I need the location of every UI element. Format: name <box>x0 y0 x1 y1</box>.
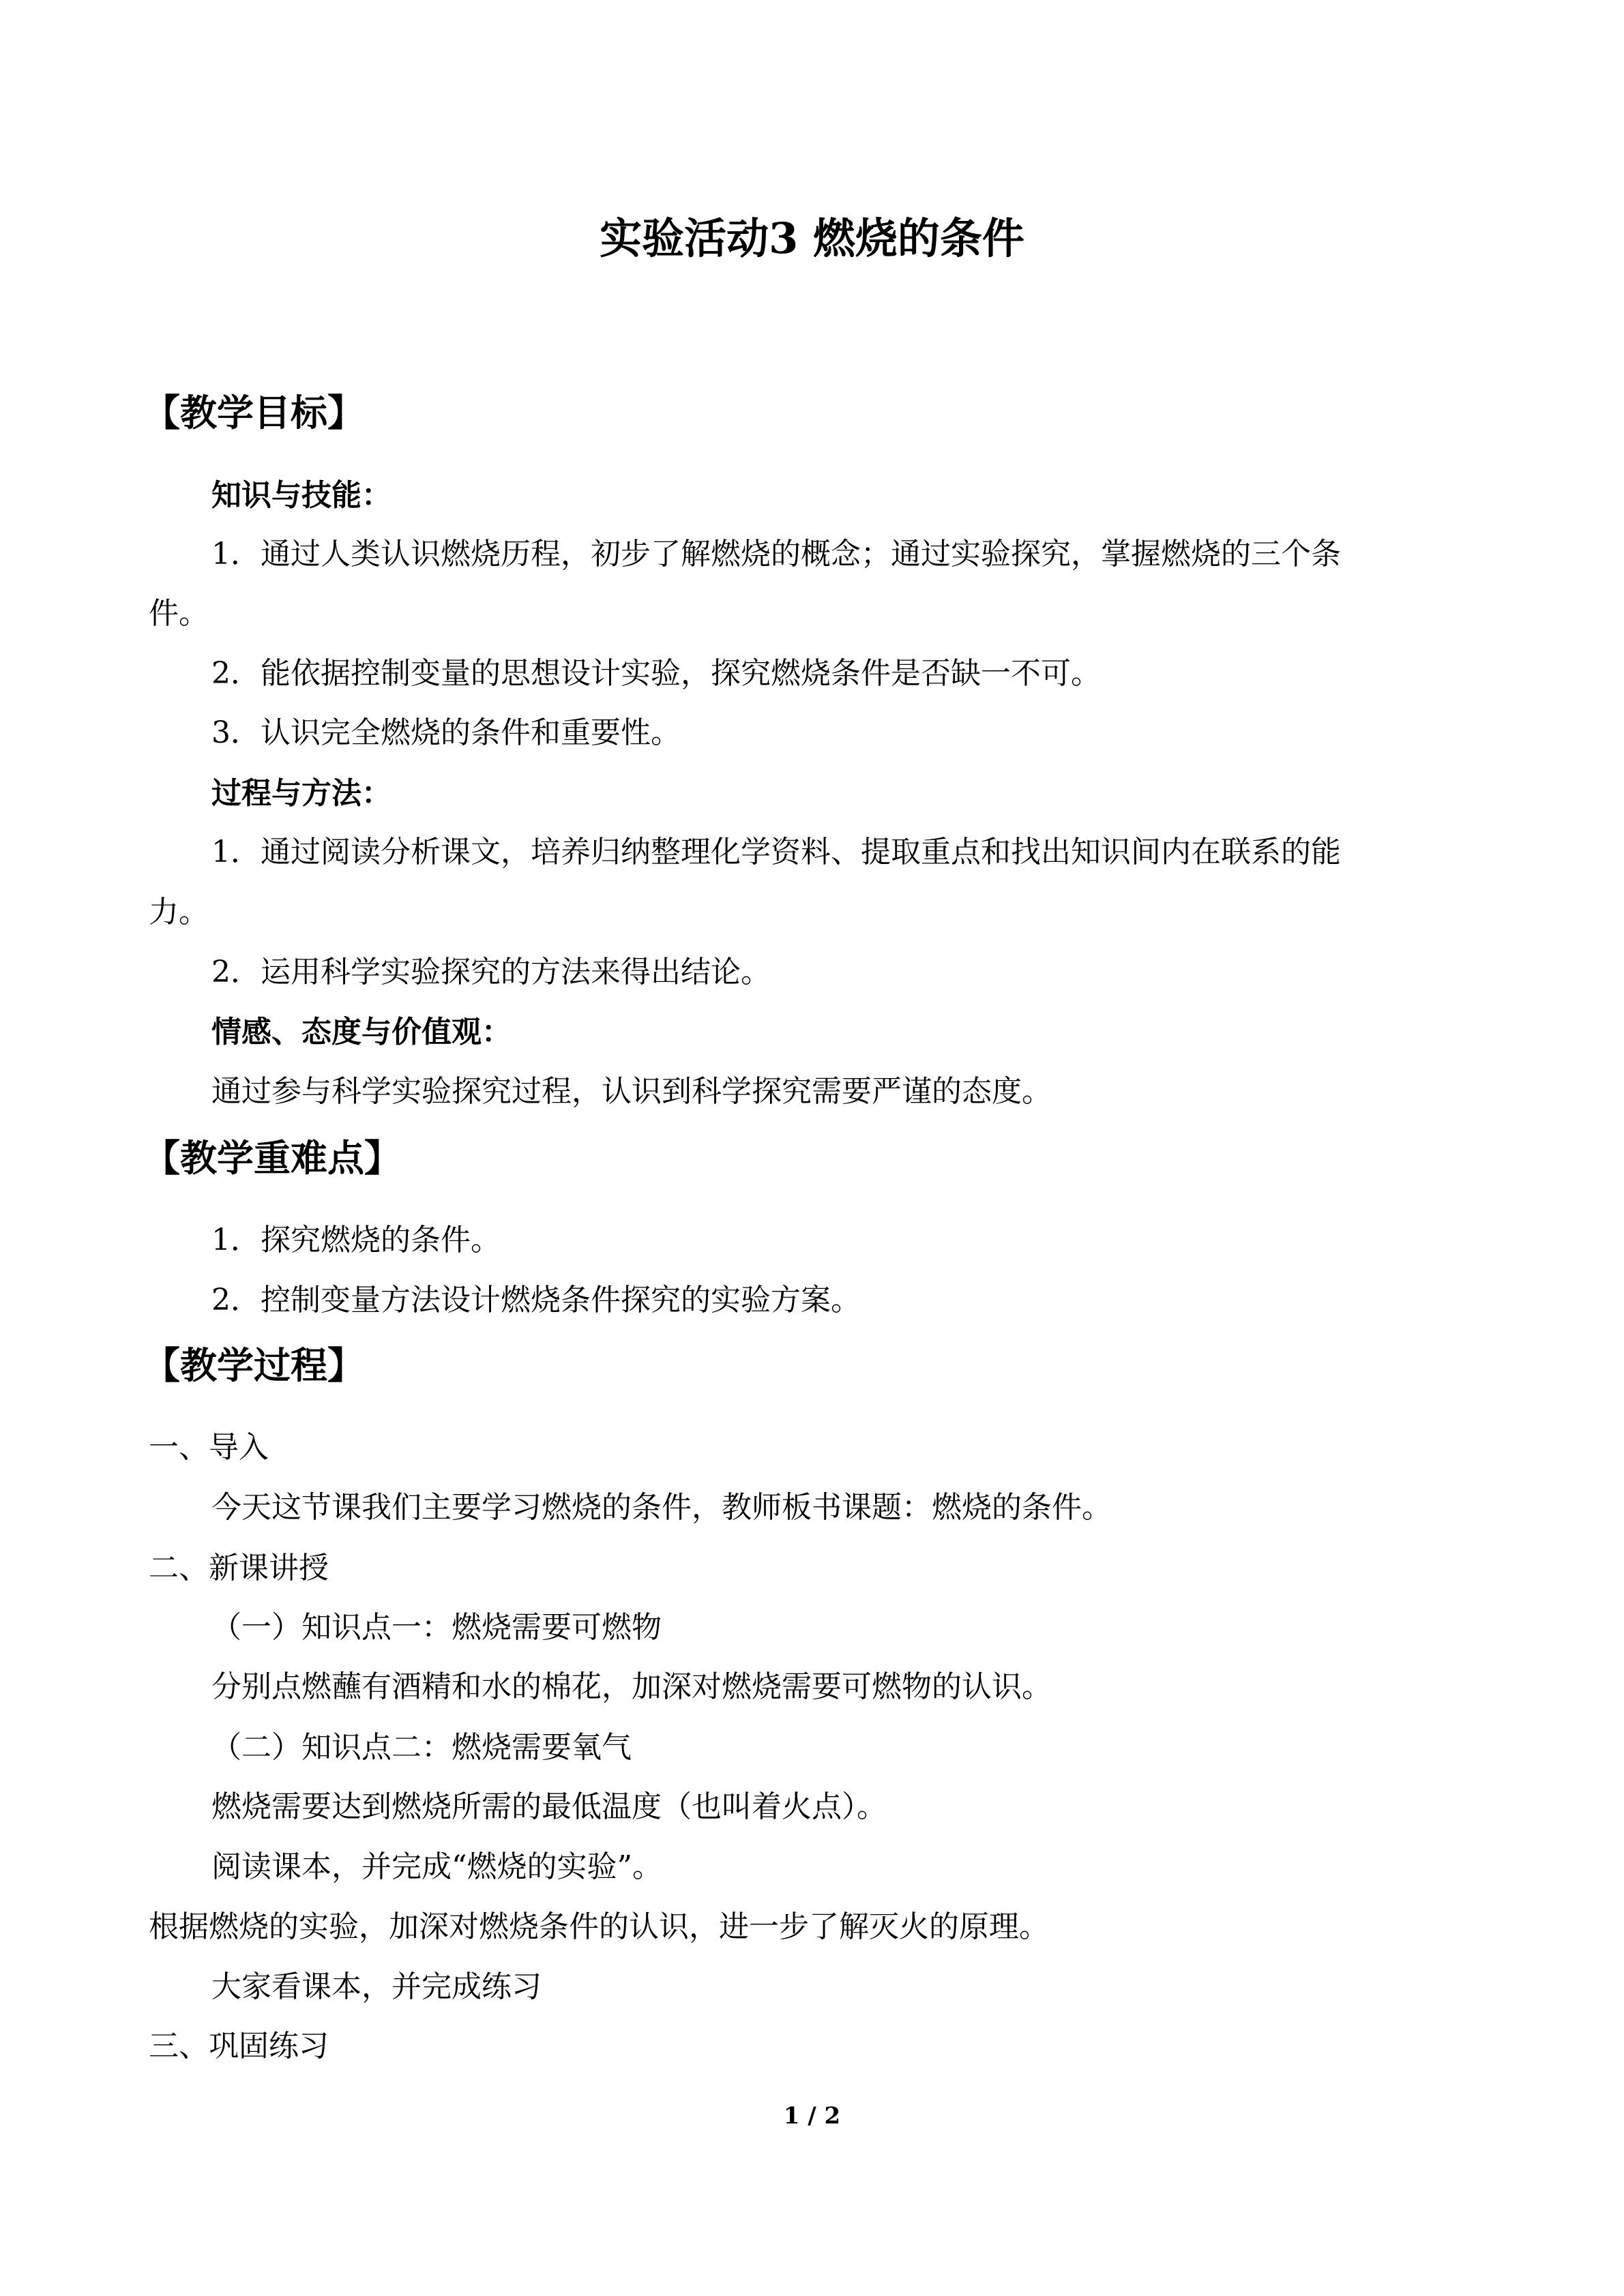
difficulty-item-1: 1．探究燃烧的条件。 <box>211 1223 501 1257</box>
process-item-1: 1．通过阅读分析课文，培养归纳整理化学资料、提取重点和找出知识间内在联系的能 <box>211 835 1341 869</box>
heading-teaching-process: 【教学过程】 <box>143 1343 364 1387</box>
part1-label: 一、导入 <box>149 1430 269 1465</box>
emotion-text: 通过参与科学实验探究过程，认识到科学探究需要严谨的态度。 <box>211 1074 1052 1109</box>
part3-label: 三、巩固练习 <box>149 2029 329 2063</box>
page-number: 1 / 2 <box>783 2102 841 2130</box>
knowledge-item-1-continued: 件。 <box>149 596 209 631</box>
part1-text: 今天这节课我们主要学习燃烧的条件，教师板书课题：燃烧的条件。 <box>211 1490 1112 1525</box>
knowledge-point-2-text-4: 大家看课本，并完成练习 <box>211 1969 542 2004</box>
part2-label: 二、新课讲授 <box>149 1551 329 1585</box>
knowledge-item-2: 2．能依据控制变量的思想设计实验，探究燃烧条件是否缺一不可。 <box>211 656 1101 691</box>
knowledge-point-2-text-2: 阅读课本，并完成“燃烧的实验”。 <box>211 1849 662 1884</box>
knowledge-point-1-label: （一）知识点一：燃烧需要可燃物 <box>211 1610 662 1645</box>
heading-teaching-objectives: 【教学目标】 <box>143 391 364 434</box>
process-item-2: 2．运用科学实验探究的方法来得出结论。 <box>211 955 771 989</box>
label-emotion-values: 情感、态度与价值观： <box>211 1015 512 1049</box>
knowledge-item-1: 1．通过人类认识燃烧历程，初步了解燃烧的概念；通过实验探究，掌握燃烧的三个条 <box>211 537 1341 571</box>
difficulty-item-2: 2．控制变量方法设计燃烧条件探究的实验方案。 <box>211 1283 861 1317</box>
knowledge-point-2-label: （二）知识点二：燃烧需要氧气 <box>211 1730 632 1765</box>
label-knowledge-skills: 知识与技能： <box>211 478 392 513</box>
label-process-methods: 过程与方法： <box>211 776 392 811</box>
knowledge-point-2-text-3: 根据燃烧的实验，加深对燃烧条件的认识，进一步了解灭火的原理。 <box>149 1909 1049 1944</box>
process-item-1-continued: 力。 <box>149 895 209 929</box>
knowledge-point-2-text-1: 燃烧需要达到燃烧所需的最低温度（也叫着火点）。 <box>211 1789 887 1824</box>
heading-key-difficulties: 【教学重难点】 <box>143 1136 401 1180</box>
knowledge-point-1-text: 分别点燃蘸有酒精和水的棉花，加深对燃烧需要可燃物的认识。 <box>211 1669 1052 1704</box>
knowledge-item-3: 3．认识完全燃烧的条件和重要性。 <box>211 715 681 750</box>
document-title: 实验活动3 燃烧的条件 <box>600 213 1024 263</box>
